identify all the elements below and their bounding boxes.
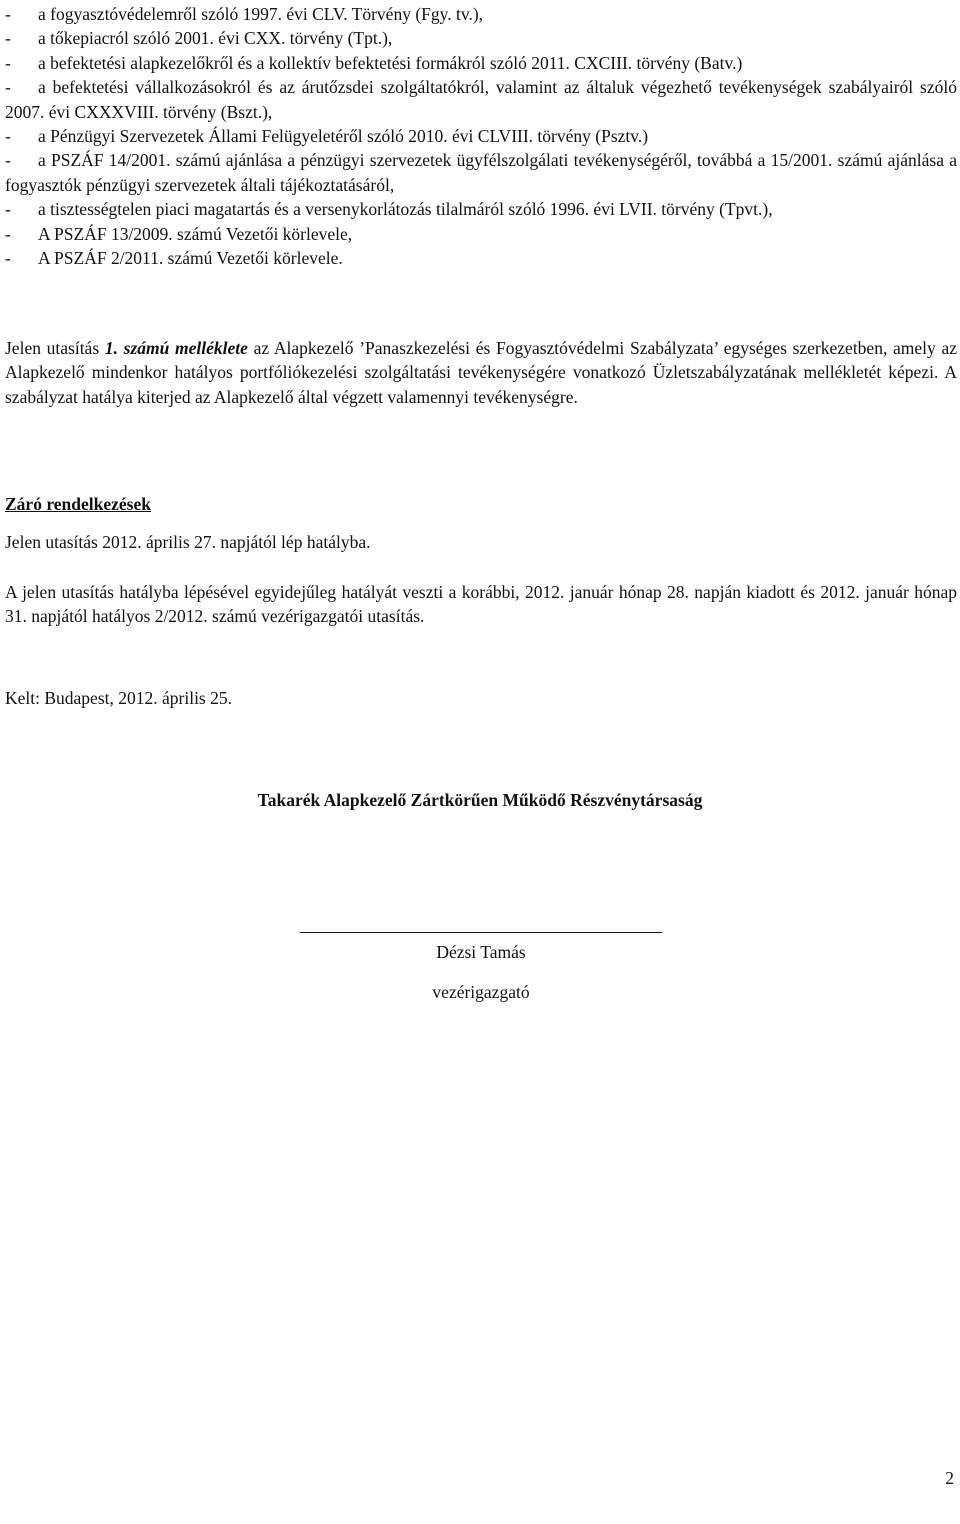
list-item	[5, 246, 957, 270]
list-item-text: a befektetési vállalkozásokról és az árutőzsdei szolgáltatókról, valamint az általuk végezhető tevékenységek szabályairól szóló 2007. évi CXXXVIII. törvény (Bszt.),	[5, 77, 957, 122]
list-item-text: a tőkepiacról szóló 2001. évi CXX. törvény (Tpt.),	[38, 28, 393, 49]
list-item-text: a PSZÁF 14/2001. számú ajánlása a pénzügyi szervezetek ügyfélszolgálati tevékenységéről, továbbá a 15/2001. számú ajánlása a fogyasztók pénzügyi szervezetek általi tájékoztatásáról,	[5, 150, 957, 195]
page-number: 2	[945, 1468, 954, 1488]
list-item-text: a fogyasztóvédelemről szóló 1997. évi CLV. Törvény (Fgy. tv.),	[38, 4, 484, 24]
list-item	[5, 2, 957, 26]
intro-text-after: az Alapkezelő ’Panaszkezelési és Fogyasztóvédelmi Szabályzata’ egységes szerkezetben, amely az Alapkezelő mindenkor hatályos portfóliókezelési szolgáltatási tevékenységére vonatkozó Üzletszabályzatának mellékletét képezi. A szabályzat hatálya kiterjed az Alapkezelő által végzett valamennyi tevékenységre.	[5, 338, 957, 407]
signatory-name: Dézsi Tamás	[436, 942, 526, 962]
signature-line	[300, 932, 662, 933]
list-item-text: a befektetési alapkezelőkről és a kollektív befektetési formákról szóló 2011. CXCIII. törvény (Batv.)	[38, 52, 743, 73]
list-item	[5, 26, 957, 50]
list-item	[5, 197, 957, 221]
list-item-text: A PSZÁF 13/2009. számú Vezetői körlevele,	[38, 223, 353, 244]
list-dash: -	[5, 28, 11, 49]
effective-date-paragraph: Jelen utasítás 2012. április 27. napjától lép hatályba.	[5, 532, 371, 552]
list-dash: -	[5, 248, 11, 269]
signatory-title: vezérigazgató	[432, 982, 530, 1002]
list-item	[5, 222, 957, 246]
closing-provisions-heading: Záró rendelkezések	[5, 494, 151, 514]
intro-text-before: Jelen utasítás	[5, 338, 105, 358]
intro-paragraph	[5, 336, 957, 409]
list-item-text: a tisztességtelen piaci magatartás és a versenykorlátozás tilalmáról szóló 1996. évi LVII. törvény (Tpvt.),	[38, 199, 773, 220]
list-item	[5, 124, 957, 148]
list-dash: -	[5, 223, 11, 244]
list-dash: -	[5, 77, 11, 98]
list-item	[5, 51, 957, 75]
legal-basis-list	[5, 2, 957, 270]
list-dash: -	[5, 150, 11, 171]
repeal-paragraph: A jelen utasítás hatályba lépésével egyidejűleg hatályát veszti a korábbi, 2012. január hónap 28. napján kiadott és 2012. január hónap 31. napjától hatályos 2/2012. számú vezérigazgatói utasítás.	[5, 582, 957, 627]
list-item-text: A PSZÁF 2/2011. számú Vezetői körlevele.	[38, 248, 343, 269]
list-dash: -	[5, 4, 11, 24]
list-dash: -	[5, 199, 11, 220]
list-item	[5, 148, 957, 197]
company-name: Takarék Alapkezelő Zártkörűen Működő Részvénytársaság	[257, 790, 703, 810]
list-item	[5, 75, 957, 124]
annex-reference: 1. számú melléklete	[104, 338, 248, 358]
date-place-line: Kelt: Budapest, 2012. április 25.	[5, 688, 232, 708]
list-item-text: a Pénzügyi Szervezetek Állami Felügyeletéről szóló 2010. évi CLVIII. törvény (Psztv.)	[38, 126, 649, 147]
list-dash: -	[5, 52, 11, 73]
list-dash: -	[5, 126, 11, 147]
